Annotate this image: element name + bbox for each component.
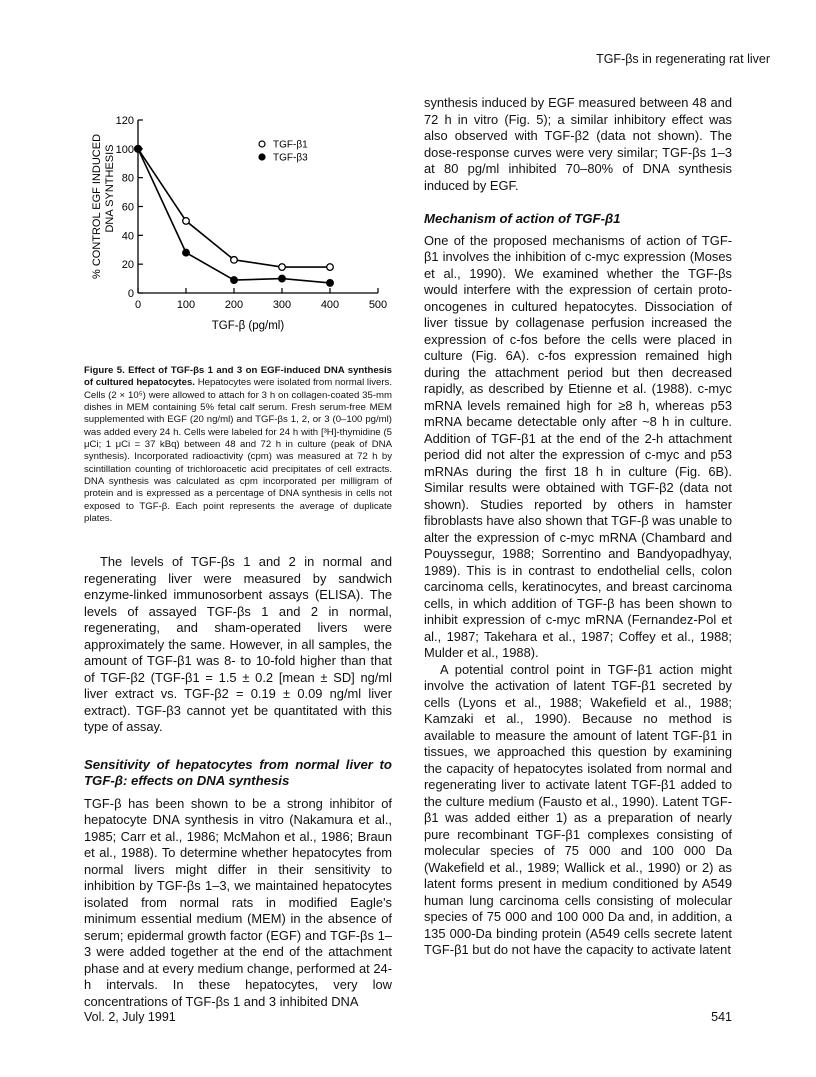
- x-tick-label: 200: [224, 299, 244, 311]
- data-point: [231, 277, 238, 284]
- y-tick-label: 120: [115, 115, 134, 127]
- data-point: [183, 249, 190, 256]
- x-tick-label: 300: [272, 299, 292, 311]
- data-point: [327, 264, 334, 271]
- paragraph: TGF-β has been shown to be a strong inhibitor of hepatocyte DNA synthesis in vitro (Nakamura et al., 1985; Carr et al., 1986; McMahon et al., 1986; Braun et al., 1988). To determine whether hepatocytes from normal livers might differ in their sensitivity to inhibition by TGF-βs 1–3, we maintained hepatocytes isolated from normal rats in modified Eagle's minimum essential medium (MEM) in the absence of serum; epidermal growth factor (EGF) and TGF-βs 1–3 were added together at the end of the attachment phase and at every medium change, performed at 24-h intervals. In these hepatocytes, very low concentrations of TGF-βs 1 and 3 inhibited DNA: [84, 795, 392, 1009]
- caption-body: Hepatocytes were isolated from normal livers. Cells (2 × 10⁵) were allowed to attach for 3 h on collagen-coated 35-mm dishes in MEM containing 5% fetal calf serum. Fresh serum-free MEM supplemented with EGF (20 ng/ml) and TGF-βs 1, 2, or 3 (0–100 pg/ml) was added every 24 h. Cells were labeled for 24 h with [³H]-thymidine (5 μCi; 1 μCi = 37 kBq) between 48 and 72 h in culture (peak of DNA synthesis). Incorporated radioactivity (cpm) was measured at 72 h by scintillation counting of trichloroacetic acid precipitates of cell extracts. DNA synthesis was calculated as cpm incorporated per milligram of protein and is expressed as a percentage of DNA synthesis in cells not exposed to TGF-β. Each point represents the average of duplicate plates.: [84, 377, 392, 525]
- x-tick-label: 400: [320, 299, 340, 311]
- data-point: [327, 280, 334, 287]
- figure-caption: [84, 365, 392, 525]
- y-tick-label: 0: [127, 288, 134, 300]
- y-axis-label: % CONTROL EGF INDUCED: [91, 133, 103, 280]
- series-line: [138, 149, 330, 267]
- legend-label: TGF-β1: [273, 139, 308, 151]
- caption-title: Figure 5. Effect of TGF-βs 1 and 3 on EGF-induced DNA synthesis of cultured hepatocytes.: [84, 365, 392, 389]
- data-point: [183, 218, 190, 225]
- paragraph: synthesis induced by EGF measured between 48 and 72 h in vitro (Fig. 5); a similar inhibitory effect was also observed with TGF-β2 (data not shown). The dose-response curves were very similar; TGF-βs 1–3 at 80 pg/ml inhibited 70–80% of DNA synthesis induced by EGF.: [424, 95, 732, 193]
- paragraph: One of the proposed mechanisms of action of TGF-β1 involves the inhibition of c-myc expression (Moses et al., 1990). We examined whether the TGF-βs would interfere with the expression of certain proto-oncogenes in cultured hepatocytes. Dissociation of liver tissue by collagenase perfusion increased the expression of c-fos before the cells were placed in culture (Fig. 6A). c-fos expression remained high during the attachment period but then decreased rapidly, as described by Etienne et al. (1988). c-myc mRNA levels remained high for ≥8 h, whereas p53 mRNA became detectable only after ~8 h in culture. Addition of TGF-β1 at the end of the 2-h attachment period did not alter the expression of c-myc and p53 mRNAs during the first 18 h in culture (Fig. 6B). Similar results were obtained with TGF-β2 (data not shown). Studies reported by others in hamster fibroblasts have also shown that TGF-β was unable to alter the expression of c-myc mRNA (Chambard and Pouyssegur, 1988; Sorrentino and Bandyopadhyay, 1989). This is in contrast to endothelial cells, colon carcinoma cells, keratinocytes, and breast carcinoma cells, in which addition of TGF-β has been shown to inhibit expression of c-myc mRNA (Fernandez-Pol et al., 1987; Takehara et al., 1987; Coffey et al., 1988; Mulder et al., 1988).: [424, 232, 732, 660]
- figure-5-chart: [80, 108, 400, 333]
- footer-volume: Vol. 2, July 1991: [84, 1010, 176, 1024]
- y-tick-label: 60: [121, 201, 134, 214]
- x-axis-label: TGF-β (pg/ml): [211, 320, 285, 332]
- section-heading: Mechanism of action of TGF-β1: [424, 211, 621, 226]
- legend-marker: [259, 154, 265, 160]
- left-column: [84, 554, 392, 1010]
- y-tick-label: 40: [121, 230, 134, 243]
- page-number: 541: [711, 1010, 732, 1024]
- x-tick-label: 0: [134, 299, 142, 311]
- legend-marker: [259, 141, 265, 147]
- section-heading: Sensitivity of hepatocytes from normal liver to TGF-β: effects on DNA synthesis: [84, 756, 392, 788]
- y-axis-label: DNA SYNTHESIS: [104, 144, 116, 233]
- running-header: TGF-βs in regenerating rat liver: [596, 52, 770, 66]
- y-tick-label: 100: [115, 143, 134, 156]
- y-tick-label: 20: [121, 259, 134, 272]
- y-tick-label: 80: [121, 172, 134, 185]
- x-tick-label: 100: [176, 299, 196, 311]
- data-point: [231, 257, 238, 264]
- paragraph: A potential control point in TGF-β1 action might involve the activation of latent TGF-β1 secreted by cells (Lyons et al., 1988; Wakefield et al., 1988; Kamzaki et al., 1990). Because no method is available to measure the amount of latent TGF-β1 in tissues, we approached this question by examining the capacity of hepatocytes isolated from normal and regenerating liver to activate latent TGF-β1 added to the culture medium (Fausto et al., 1990). Latent TGF-β1 was added either 1) as a preparation of nearly pure recombinant TGF-β1 complexes consisting of molecular species of 75 000 and 100 000 Da (Wakefield et al., 1989; Wallick et al., 1990) or 2) as latent forms present in medium conditioned by A549 human lung carcinoma cells consisting of molecular species of 75 000 and 100 000 Da and, in addition, a 135 000-Da binding protein (A549 cells secrete latent TGF-β1 but do not have the capacity to activate latent: [424, 661, 732, 957]
- data-point: [279, 264, 286, 271]
- data-point: [135, 146, 142, 153]
- data-point: [279, 275, 286, 282]
- x-tick-label: 500: [368, 299, 388, 311]
- legend-label: TGF-β3: [273, 152, 308, 164]
- paragraph: The levels of TGF-βs 1 and 2 in normal and regenerating liver were measured by sandwich enzyme-linked immunosorbent assays (ELISA). The levels of assayed TGF-βs 1 and 2 in normal, regenerating, and sham-operated livers were approximately the same. However, in all samples, the amount of TGF-β1 was 8- to 10-fold higher than that of TGF-β2 (TGF-β1 = 1.5 ± 0.2 [mean ± SD] ng/ml liver extract vs. TGF-β2 = 0.19 ± 0.09 ng/ml liver extract). TGF-β3 cannot yet be quantitated with this type of assay.: [84, 554, 392, 734]
- right-column: [424, 95, 732, 959]
